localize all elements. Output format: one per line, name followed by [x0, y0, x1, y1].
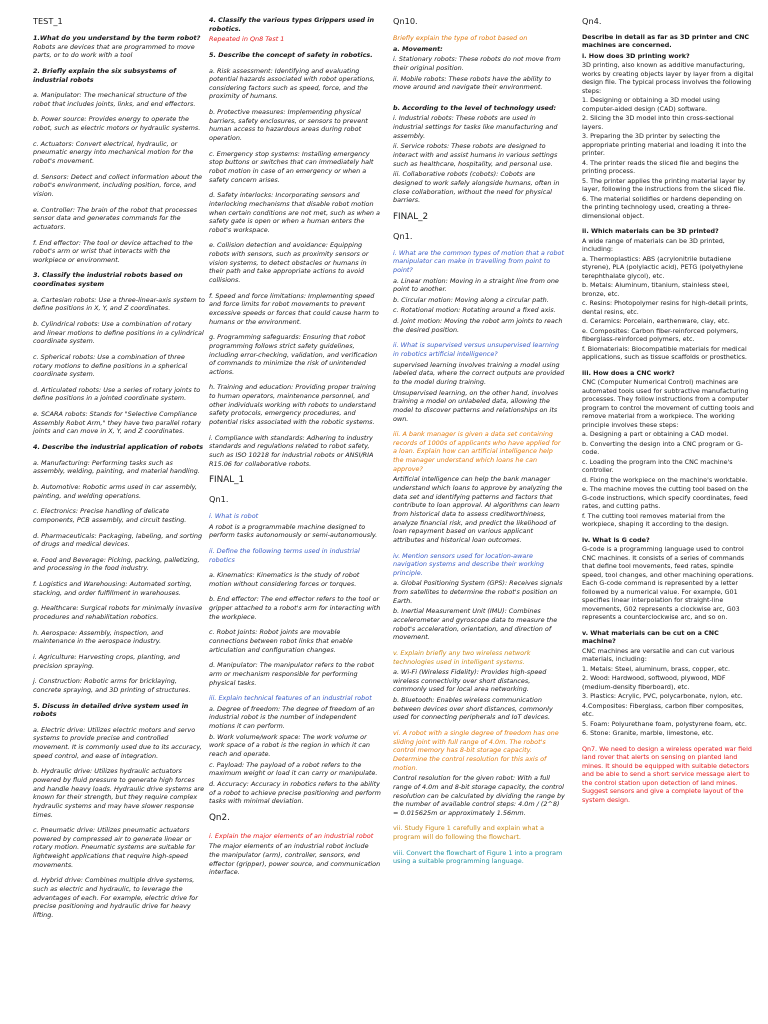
answer-text: CNC (Computer Numerical Control) machines are automated tools used for subtractive manufacturing processes. They follow instructions from a computer program to control the movement of cutting tools and remove material from a workpiece. The working principle involves these steps:	[582, 379, 754, 429]
answer-item: ii. Mobile robots: These robots have the ability to move around and navigate their environment.	[393, 74, 552, 92]
heading-qn1: Qn1.	[393, 230, 413, 241]
answer-item: c. Rotational motion: Rotating around a fixed axis.	[393, 306, 556, 315]
answer-item: c. Robot Joints: Robot joints are movable connections between robot links that enable articulation and configuration changes.	[209, 628, 353, 654]
column-1	[33, 16, 205, 927]
question-title: 4. Describe the industrial application of robots	[33, 443, 204, 452]
answer-item: 4. The printer reads the sliced file and begins the printing process.	[582, 159, 739, 176]
heading-final-1: FINAL_1	[209, 475, 245, 486]
column-2	[209, 16, 381, 884]
answer-item: f. Logistics and Warehousing: Automated sorting, stacking, and order fulfillment in warehouses.	[33, 580, 192, 597]
answer-item: d. Articulated robots: Use a series of rotary joints to define positions in a jointed coordinate system.	[33, 385, 201, 403]
answer-item: b. Bluetooth: Enables wireless communication between devices over short distances, commonly used for connecting peripherals and IoT devices.	[393, 696, 553, 722]
answer-item: d. Manipulator: The manipulator refers to the robot arm or mechanism responsible for performing physical tasks.	[209, 661, 375, 687]
answer-item: 4.Composites: Fiberglass, carbon fiber composites, etc.	[582, 702, 744, 719]
answer-item: d. Joint motion: Moving the robot arm joints to reach the desired position.	[393, 317, 563, 334]
question-prompt: Briefly explain the type of robot based on	[393, 33, 528, 42]
question-prompt: i. What are the common types of motion that a robot manipulator can make in travelling from point to point?	[393, 248, 564, 274]
subheading: i. How does 3D printing work?	[582, 52, 690, 60]
answer-item: d. Safety interlocks: Incorporating sensors and interlocking mechanisms that disable robot motion when certain conditions are not met, such as when a safety gate is open or when a human enters the robot's workspace.	[209, 191, 380, 234]
heading-qn10: Qn10.	[393, 16, 418, 26]
question-prompt: ii. Define the following terms used in industrial robotics	[209, 546, 360, 564]
answer-item: b. End effector: The end effector refers to the tool or gripper attached to a robot's arm for interacting with the workpiece.	[209, 595, 381, 621]
answer-item: i. Industrial robots: These robots are used in industrial settings for tasks like manufacturing and assembly.	[393, 114, 558, 140]
answer-item: iii. Collaborative robots (cobots): Cobots are designed to work safely alongside humans, often in close collaboration, without the need for physical barriers.	[393, 170, 560, 205]
answer-item: h. Aerospace: Assembly, inspection, and maintenance in the aerospace industry.	[33, 628, 164, 646]
answer-item: e. Composites: Carbon fiber-reinforced polymers, fiberglass-reinforced polymers, etc.	[582, 327, 739, 344]
answer-item: a. Global Positioning System (GPS): Receives signals from satellites to determine the robot's position on Earth.	[393, 579, 563, 605]
answer-item: a. Wi-Fi (Wireless Fidelity): Provides high-speed wireless connectivity over short distances, commonly used for local area networking.	[393, 668, 547, 694]
answer-item: d. Ceramics: Porcelain, earthenware, clay, etc.	[582, 318, 730, 326]
answer-item: h. Training and education: Providing proper training to human operators, maintenance personnel, and other individuals working with robots to understand safety protocols, emergency procedures, and potential risks associated with the robotic systems.	[209, 383, 377, 426]
answer-item: b. Inertial Measurement Unit (IMU): Combines accelerometer and gyroscope data to measure the robot's acceleration, orientation, and direction of movement.	[393, 607, 558, 642]
question-title: 4. Classify the various types Grippers used in robotics.	[209, 16, 375, 33]
heading-final-2: FINAL_2	[393, 211, 429, 222]
answer-item: a. Manipulator: The mechanical structure of the robot that includes joints, links, and end effectors.	[33, 91, 196, 108]
answer-item: c. Pneumatic drive: Utilizes pneumatic actuators powered by compressed air to generate linear or rotary motion. Pneumatic systems are suitable for lightweight applications that require high-speed movements.	[33, 826, 196, 869]
answer-item: d. Pharmaceuticals: Packaging, labeling, and sorting of drugs and medical devices.	[33, 531, 203, 549]
question-prompt: ii. What is supervised versus unsupervised learning in robotics artificial intelligence?	[393, 341, 559, 359]
answer-text: A wide range of materials can be 3D printed, including:	[582, 237, 725, 254]
question-prompt: iii. Explain technical features of an industrial robot	[209, 694, 372, 703]
answer-item: b. Cylindrical robots: Use a combination of rotary and linear motions to define positions in a cylindrical coordinate system.	[33, 320, 204, 346]
answer-item: a. Degree of freedom: The degree of freedom of an industrial robot is the number of independent motions it can perform.	[209, 704, 375, 731]
answer-item: 6. Stone: Granite, marble, limestone, etc.	[582, 730, 714, 738]
answer-item: 1. Metals: Steel, aluminum, brass, copper, etc.	[582, 665, 731, 673]
subheading: iv. What is G code?	[582, 536, 650, 544]
answer-item: b. Metals: Aluminum, titanium, stainless steel, bronze, etc.	[582, 282, 730, 298]
answer-item: e. Collision detection and avoidance: Equipping robots with sensors, such as proximity sensors or vision systems, to detect obstacles or humans in their path and take appropriate actions to avoid collisions.	[209, 241, 369, 285]
answer-item: b. Hydraulic drive: Utilizes hydraulic actuators powered by fluid pressure to generate high forces and handle heavy loads. Hydraulic drive systems are known for their strength, but they require complex hydraulic systems and may have slower response times.	[33, 767, 205, 819]
answer-item: 2. Wood: Hardwood, softwood, plywood, MDF (medium-density fiberboard), etc.	[582, 675, 726, 691]
question-prompt: iii. A bank manager is given a data set containing records of 1000s of applicants who have applied for a loan. Explain how can artificial intelligence help the manager understand which loans he can approve?	[393, 430, 561, 473]
answer-item: b. Power source: Provides energy to operate the robot, such as electric motors or hydraulic systems.	[33, 115, 201, 133]
answer-text: The major elements of an industrial robot include the manipulator (arm), controller, sensors, end effector (gripper), power source, and communication interface.	[209, 842, 381, 877]
heading-test-1: TEST_1	[33, 16, 63, 26]
answer-item: a. Kinematics: Kinematics is the study of robot motion without considering forces or torques.	[209, 571, 360, 588]
question-title: 5. Discuss in detailed drive system used in robots	[33, 701, 189, 719]
subheading: a. Movement:	[393, 44, 443, 53]
answer-item: b. Work volume/work space: The work volume or work space of a robot is the region in which it can reach and operate.	[209, 732, 370, 759]
answer-item: a. Risk assessment: Identifying and evaluating potential hazards associated with robot operations, considering factors such as speed, force, and the proximity of humans.	[209, 66, 375, 101]
answer-item: c. Loading the program into the CNC machine's controller.	[582, 458, 733, 475]
answer-item: a. Linear motion: Moving in a straight line from one point to another.	[393, 276, 559, 294]
answer-item: b. Protective measures: Implementing physical barriers, safety enclosures, or sensors to prevent human access to hazardous areas during robot operation.	[209, 108, 368, 143]
answer-text: 3D printing, also known as additive manufacturing, works by creating objects layer by layer from a digital design file. The typical process involves the following steps:	[582, 62, 754, 95]
answer-item: ii. Service robots: These robots are designed to interact with and assist humans in various settings such as healthcare, hospitality, and personal use.	[393, 142, 558, 168]
column-3	[393, 16, 565, 873]
question-prompt: iv. Mention sensors used for location-aware navigation systems and describe their working principle.	[393, 551, 544, 577]
answer-item: d. Sensors: Detect and collect information about the robot's environment, including position, force, and vision.	[33, 172, 203, 198]
subheading: iii. How does a CNC work?	[582, 369, 675, 377]
answer-item: c. Emergency stop systems: Installing emergency stop buttons or switches that can immediately halt robot motion in case of an emergency or when a safety concern arises.	[209, 149, 374, 184]
heading-qn2: Qn2.	[209, 812, 230, 823]
subheading: b. According to the level of technology used:	[393, 103, 557, 112]
answer-item: a. Manufacturing: Performing tasks such as assembly, welding, painting, and material handling.	[33, 458, 200, 476]
answer-item: 3. Plastics: Acrylic, PVC, polycarbonate, nylon, etc.	[582, 693, 743, 701]
heading-qn1: Qn1.	[209, 493, 229, 504]
answer-item: d. Fixing the workpiece on the machine's worktable.	[582, 476, 748, 484]
question-prompt: viii. Convert the flowchart of Figure 1 into a program using a suitable programming language.	[393, 848, 563, 866]
question-title: Describe in detail as far as 3D printer and CNC machines are concerned.	[582, 33, 750, 50]
answer-item: 2. Slicing the 3D model into thin cross-sectional layers.	[582, 115, 734, 131]
question-prompt: vi. A robot with a single degree of freedom has one sliding joint with full range of 4.0m. The robot's control memory has 8-bit storage capacity. Determine the control resolution for this axis of motion.	[393, 729, 559, 772]
answer-item: d. Accuracy: Accuracy in robotics refers to the ability of a robot to achieve precise positioning and perform tasks with minimal deviation.	[209, 779, 381, 806]
answer-item: a. Designing a part or obtaining a CAD model.	[582, 431, 729, 439]
question-title: 5. Describe the concept of safety in robotics.	[209, 50, 373, 59]
question-prompt: vii. Study Figure 1 carefully and explain what a program will do following the flowchart.	[393, 824, 545, 842]
answer-text: Artificial intelligence can help the bank manager understand which loans to approve by analyzing the data set and identifying patterns and factors that contribute to loan approval. AI algorithms can learn from historical data to assess creditworthiness, analyze financial risk, and predict the likelihood of loan repayment based on various applicant attributes and historical loan outcomes.	[393, 475, 563, 544]
answer-item: f. End effector: The tool or device attached to the robot's arm or wrist that interacts with the workpiece or environment.	[33, 238, 193, 264]
answer-text: Control resolution for the given robot: With a full range of 4.0m and 8-bit storage capacity, the control resolution can be calculated by dividing the range by the number of available control steps: 4.0m / (2^8) = 0.015625m or approximately 1.56mm.	[393, 774, 565, 817]
answer-item: 3. Preparing the 3D printer by selecting the appropriate printing material and loading it into the printer.	[582, 133, 747, 158]
answer-item: e. Controller: The brain of the robot that processes sensor data and generates commands for the actuators.	[33, 205, 198, 231]
answer-item: b. Automotive: Robotic arms used in car assembly, painting, and welding operations.	[33, 482, 197, 500]
answer-item: e. Food and Beverage: Picking, packing, palletizing, and processing in the food industry.	[33, 555, 200, 573]
subheading: v. What materials can be cut on a CNC machine?	[582, 629, 719, 646]
answer-item: 6. The material solidifies or hardens depending on the printing technology used, creating a three-dimensional object.	[582, 195, 742, 220]
answer-item: e. The machine moves the cutting tool based on the G-code instructions, which specify coordinates, feed rates, and cutting paths.	[582, 486, 749, 511]
answer-item: f. The cutting tool removes material from the workpiece, shaping it according to the design.	[582, 512, 729, 529]
subheading: ii. Which materials can be 3D printed?	[582, 228, 719, 236]
answer-text: G-code is a programming language used to control CNC machines. It consists of a series of commands that define tool movements, feed rates, spindle speed, tool changes, and other machining operations. Each G-code command is represented by a letter followed by a numerical value. For example, G01 specifies linear interpolation for straight-line movements, G02 represents a clockwise arc, G03 represents a counterclockwise arc, and so on.	[582, 546, 754, 622]
answer-item: j. Construction: Robotic arms for bricklaying, concrete spraying, and 3D printing of structures.	[33, 677, 191, 694]
answer-item: e. SCARA robots: Stands for "Selective Compliance Assembly Robot Arm," they have two parallel rotary joints and can move in X, Y, and Z coordinates.	[33, 410, 201, 436]
answer-item: 5. Foam: Polyurethane foam, polystyrene foam, etc.	[582, 720, 747, 728]
heading-qn4: Qn4.	[582, 16, 602, 26]
question-prompt: v. Explain briefly any two wireless network technologies used in intelligent systems.	[393, 648, 531, 666]
answer-item: g. Healthcare: Surgical robots for minimally invasive procedures and rehabilitation robotics.	[33, 604, 203, 622]
question-title: 2. Briefly explain the six subsystems of industrial robots	[33, 66, 177, 84]
question-prompt: Qn7. We need to design a wireless operated war field land rover that alerts on sensing on planted land mines. It should be equipped with suitable detectors and be able to send a short service message alert to the control station upon detection of land mines. Suggest sensors and give a complete layout of the system design.	[582, 745, 752, 804]
answer-item: a. Electric drive: Utilizes electric motors and servo systems to provide precise and controlled movement. It is commonly used due to its accuracy, speed control, and ease of integration.	[33, 725, 202, 760]
question-title: 3. Classify the industrial robots based on coordinates system	[33, 271, 183, 289]
question-prompt: i. Explain the major elements of an industrial robot	[209, 831, 374, 840]
answer-item: c. Electronics: Precise handling of delicate components, PCB assembly, and circuit testing.	[33, 507, 187, 524]
column-4	[582, 16, 754, 812]
answer-item: 1. Designing or obtaining a 3D model using computer-aided design (CAD) software.	[582, 97, 720, 113]
answer-item: i. Compliance with standards: Adhering to industry standards and regulations related to robot safety, such as ISO 10218 for industrial robots or ANSI/RIA R15.06 for collaborative robots.	[209, 433, 374, 468]
answer-text: A robot is a programmable machine designed to perform tasks autonomously or semi-autonomously.	[209, 522, 378, 540]
answer-item: c. Resins: Photopolymer resins for high-detail prints, dental resins, etc.	[582, 300, 749, 316]
answer-item: b. Converting the design into a CNC program or G-code.	[582, 440, 743, 457]
answer-item: a. Thermoplastics: ABS (acrylonitrile butadiene styrene), PLA (polylactic acid), PETG (polyethylene terephthalate glycol), etc.	[582, 255, 743, 280]
answer-text: CNC machines are versatile and can cut various materials, including:	[582, 647, 735, 664]
answer-item: 5. The printer applies the printing material layer by layer, following the instructions from the sliced file.	[582, 177, 746, 194]
answer-item: g. Programming safeguards: Ensuring that robot programming follows strict safety guidelines, including error-checking, validation, and verification of commands to minimize the risk of unintended actions.	[209, 333, 378, 376]
answer-item: f. Biomaterials: Biocompatible materials for medical applications, such as tissue scaffolds or prosthetics.	[582, 345, 747, 362]
answer-item: c. Spherical robots: Use a combination of three rotary motions to define positions in a spherical coordinate system.	[33, 352, 188, 379]
answer-text: supervised learning involves training a model using labeled data, where the correct outputs are provided to the model during training.	[393, 360, 565, 386]
answer-item: f. Speed and force limitations: Implementing speed and force limits for robot movements to prevent excessive speeds or forces that could cause harm to humans or the environment.	[209, 291, 379, 326]
answer-item: a. Cartesian robots: Use a three-linear-axis system to define positions in X, Y, and Z coordinates.	[33, 295, 205, 313]
answer-item: i. Stationary robots: These robots do not move from their original position.	[393, 55, 561, 72]
question-title: 1.What do you understand by the term robot? Robots are devices that are programmed to move parts, or to do work with a tool	[33, 33, 201, 60]
answer-item: i. Agriculture: Harvesting crops, planting, and precision spraying.	[33, 652, 180, 670]
question-prompt: i. What is robot	[209, 511, 259, 520]
answer-item: d. Hybrid drive: Combines multiple drive systems, such as electric and hydraulic, to leverage the advantages of each. For example, electric drive for precise positioning and hydraulic drive for heavy lifting.	[33, 876, 198, 919]
answer-item: c. Payload: The payload of a robot refers to the maximum weight or load it can carry or manipulate.	[209, 760, 378, 778]
answer-item: b. Circular motion: Moving along a circular path.	[393, 295, 549, 304]
answer-item: c. Actuators: Convert electrical, hydraulic, or pneumatic energy into mechanical motion for the robot's movement.	[33, 139, 194, 166]
note-text: Repeated in Qn8 Test 1	[209, 35, 285, 44]
answer-text: Unsupervised learning, on the other hand, involves training a model on unlabeled data, allowing the model to discover patterns and relationships on its own.	[393, 388, 559, 423]
